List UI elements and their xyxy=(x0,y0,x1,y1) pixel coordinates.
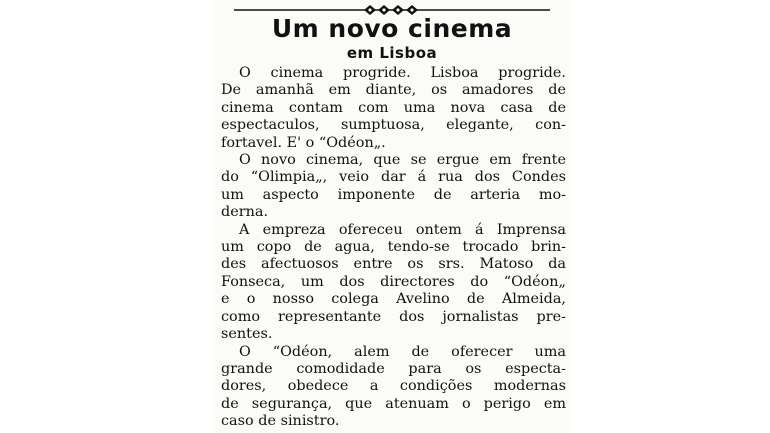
text-line: des afectuosos entre os srs. Matoso da xyxy=(221,256,566,273)
text-line: De amanhã em diante, os amadores de xyxy=(221,82,566,99)
text-line: fortavel. E' o “Odéon„. xyxy=(221,134,386,151)
article-body xyxy=(221,65,566,431)
text-line: cinema contam com uma nova casa de xyxy=(221,99,566,116)
text-line: O novo cinema, que se ergue em frente xyxy=(239,152,566,169)
text-line: um copo de agua, tendo-se trocado brin- xyxy=(221,239,566,256)
article-paragraph xyxy=(221,222,566,344)
text-line: grande comodidade para os especta- xyxy=(221,360,566,377)
article-paragraph xyxy=(221,65,566,152)
article-paragraph xyxy=(221,152,566,222)
article-paragraph xyxy=(221,344,566,431)
text-line: um aspecto imponente de arteria mo- xyxy=(221,186,566,203)
subheadline: em Lisboa xyxy=(346,44,438,62)
text-line: O “Odéon, alem de oferecer uma xyxy=(239,343,566,360)
text-line: e o nosso colega Avelino de Almeida, xyxy=(221,291,566,308)
newspaper-clipping xyxy=(214,0,570,433)
text-line: dores, obedece a condições modernas xyxy=(221,378,566,395)
text-line: A empreza ofereceu ontem á Imprensa xyxy=(239,221,566,238)
text-line: derna. xyxy=(221,204,269,221)
text-line: de segurança, que atenuam o perigo em xyxy=(221,395,566,412)
text-line: sentes. xyxy=(221,326,273,343)
text-line: como representante dos jornalistas pre- xyxy=(221,308,566,325)
text-line: caso de sinistro. xyxy=(221,413,340,430)
text-line: Fonseca, um dos directores do “Odéon„ xyxy=(221,273,566,290)
text-line: espectaculos, sumptuosa, elegante, con- xyxy=(221,117,566,134)
text-line: O cinema progride. Lisboa progride. xyxy=(239,65,566,81)
text-line: do “Olimpia„, veio dar á rua dos Condes xyxy=(221,169,566,186)
headline: Um novo cinema xyxy=(271,14,513,43)
